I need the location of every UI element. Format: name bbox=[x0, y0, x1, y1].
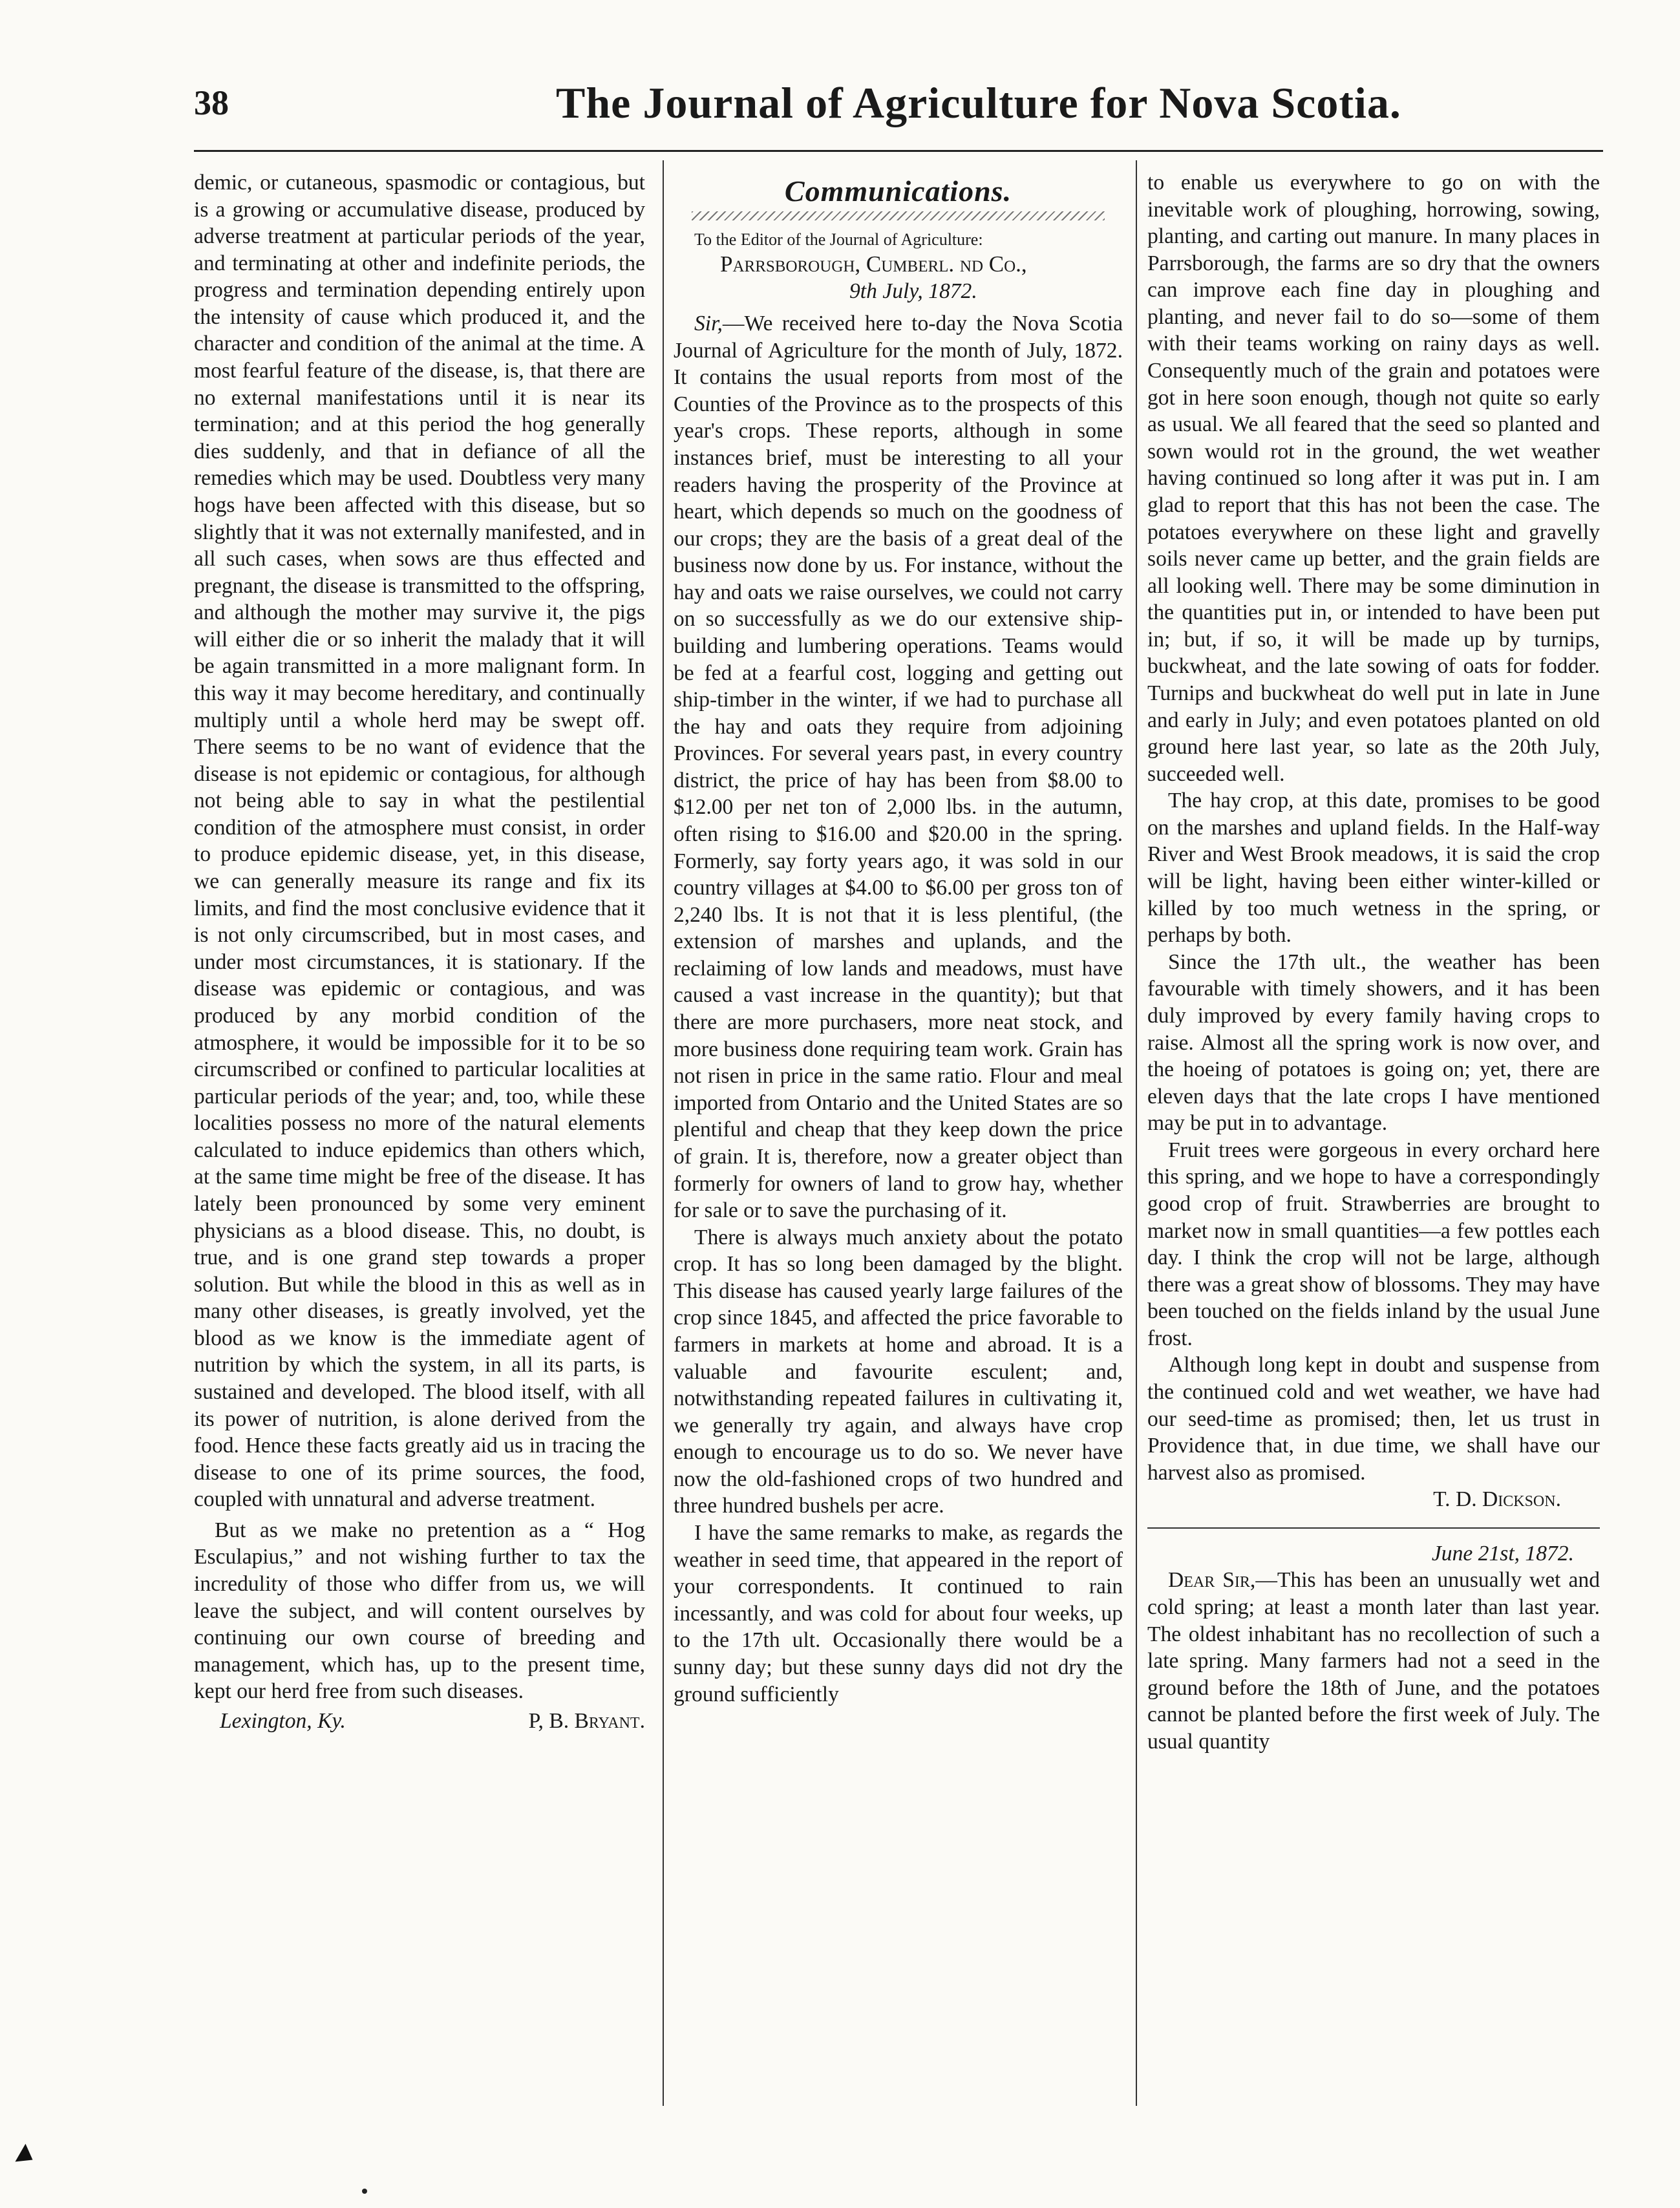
column-divider-right bbox=[1136, 160, 1137, 2106]
letter-divider bbox=[1147, 1527, 1600, 1529]
col3-paragraph-2: The hay crop, at this date, promises to be good on the marshes and upland fields. In the Half-way River and West Brook meadows, it is said the crop will be light, having been either winter-killed or killed by too much wetness in the spring, or perhaps by both. bbox=[1147, 789, 1600, 948]
col1-paragraph-2: But as we make no pretention as a “ Hog Esculapius,” and not wishing further to tax the incredulity of those who differ from us, we will leave the subject, and will content ourselves by continuing our own course of breeding and management, which has, up to the present time, kept our herd free from such diseases. bbox=[194, 1518, 645, 1704]
column-3 bbox=[1147, 169, 1600, 1756]
column-divider-left bbox=[663, 160, 664, 2106]
salutation-2: Dear Sir, bbox=[1168, 1568, 1256, 1593]
scan-mark-dot bbox=[362, 2189, 367, 2194]
section-title: Communications. bbox=[784, 175, 1012, 207]
col3-paragraph-4: Fruit trees were gorgeous in every orchard here this spring, and we hope to have a correspondingly good crop of fruit. Strawberries are brought to market now in small quantities—a few pottles each day. I think the crop will not be large, although there was a great show of blossoms. They may have been touched on the fields inland by the usual June frost. bbox=[1147, 1138, 1600, 1350]
col3-paragraph-6 bbox=[1147, 1567, 1600, 1755]
header-rule bbox=[194, 150, 1603, 152]
col3-signature: T. D. Dickson. bbox=[1433, 1487, 1561, 1512]
running-title: The Journal of Agriculture for Nova Scotia. bbox=[556, 78, 1401, 127]
col1-paragraph-1: demic, or cutaneous, spasmodic or contagious, but is a growing or accumulative disease, produced by adverse treatment at particular periods of the year, and terminating at other and indefinite periods, the progress and termination depending entirely upon the intensity of cause which produced it, and the character and condition of the animal at the time. A most fearful feature of the disease, is, that there are no external manifestations until it is near its termination; and at this period the hog generally dies suddenly, and that in defiance of all the remedies which may be used. Doubtless very many hogs have been affected with this disease, but so slightly that it was not externally manifested, and in all such cases, when sows are thus effected and pregnant, the disease is transmitted to the offspring, and although the mother may survive it, the pigs will either die or so inherit the malady that it will be again transmitted in a more malignant form. In this way it may become hereditary, and continually multiply until a whole herd may be swept off. There seems to be no want of evidence that the disease is not epidemic or contagious, for although not being able to say in what the pestilential condition of the atmosphere must consist, in order to produce epidemic disease, yet, in this disease, we can generally measure its range and fix its limits, and find the most conclusive evidence that it is not only circumscribed, but in most cases, and under most circumstances, it is stationary. If the disease was epidemic or contagious, and was produced by any morbid condition of the atmosphere, it would be impossible for it to be so circumscribed or confined to particular localities at particular periods of the year; and, too, while these localities possess no more of the natural elements calculated to induce epidemics than others which, at the same time might be free of the disease. It has lately been pronounced by some very eminent physicians as a blood disease. This, no doubt, is true, and is one grand step towards a proper solution. But while the blood in this as well as in many other diseases, is greatly involved, yet the blood as we know is the immediate agent of nutrition by which the system, in all its parts, is sustained and developed. The blood itself, with all its power of nutrition, is alone derived from the food. Hence these facts greatly aid us in tracing the disease to one of its prime sources, the food, coupled with unnatural and adverse treatment. bbox=[194, 171, 645, 1512]
col2-paragraph-1-text: —We received here to-day the Nova Scotia Journal of Agriculture for the month of July, 1872. It contains the usual reports from most of the Counties of the Province as to the prospects of this year's crops. These reports, although in some instances brief, must be interesting to all your readers having the prosperity of the Province at heart, which depends so much on the goodness of our crops; they are the basis of a great deal of the business now done by us. For instance, without the hay and oats we raise ourselves, we could not carry on so successfully as we do our extensive ship-building and lumbering operations. Teams would be fed at a fearful cost, logging and getting out ship-timber in the winter, if we had to purchase all the hay and oats they require from adjoining Provinces. For several years past, in every country district, the price of hay has been from $8.00 to $12.00 per net ton of 2,000 lbs. in the autumn, often rising to $16.00 and $20.00 in the spring. Formerly, say forty years ago, it was sold in our country villages at $4.00 to $6.00 per gross ton of 2,240 lbs. It is not that it is less plentiful, (the extension of marshes and uplands, and the reclaiming of low lands and meadows, must have caused a vast increase in the quantity); but that there are more purchasers, more neat stock, and more business done requiring team work. Grain has not risen in price in the same ratio. Flour and meal imported from Ontario and the United States are so plentiful and cheap that they keep down the price of grain. It is, therefore, now a greater object than formerly for owners of land to grow hay, whether for sale or to save the purchasing of it. bbox=[674, 312, 1123, 1223]
col3-date: June 21st, 1872. bbox=[1431, 1541, 1574, 1566]
column-1 bbox=[194, 169, 645, 1735]
col2-paragraph-2: There is always much anxiety about the potato crop. It has so long been damaged by the blight. This disease has caused yearly large failures of the crop since 1845, and affected the price favorable to farmers in markets at home and abroad. It is a valuable and favourite esculent; and, notwithstanding repeated failures in cultivating it, we generally try again, and always have crop enough to encourage us to do so. We never have now the old-fashioned crops of two hundred and three hundred bushels per acre. bbox=[674, 1225, 1123, 1518]
col1-sign-name: P, B. Bryant. bbox=[528, 1708, 645, 1733]
col2-paragraph-1 bbox=[674, 310, 1123, 1224]
page-number: 38 bbox=[194, 83, 229, 122]
salutation: Sir, bbox=[694, 312, 723, 336]
page-header bbox=[194, 71, 1603, 142]
ornamental-rule bbox=[692, 211, 1105, 220]
col3-paragraph-3: Since the 17th ult., the weather has been favourable with timely showers, and it has been duly improved by every family having crops to raise. Almost all the spring work is now over, and the hoeing of potatoes is going on; yet, there are eleven days that the late crops I have mentioned may be put in to advantage. bbox=[1147, 950, 1600, 1136]
col3-paragraph-5: Although long kept in doubt and suspense from the continued cold and wet weather, we have had our seed-time as promised; then, let us trust in Providence that, in due time, we shall have our harvest also as promised. bbox=[1147, 1353, 1600, 1485]
col1-sign-place: Lexington, Ky. bbox=[220, 1708, 346, 1733]
col2-paragraph-3: I have the same remarks to make, as regards the weather in seed time, that appeared in the report of your correspondents. It continued to rain incessantly, and was cold for about four weeks, up to the 17th ult. Occasionally there would be a sunny day; but these sunny days did not dry the ground sufficiently bbox=[674, 1521, 1123, 1706]
col3-paragraph-6-text: —This has been an unusually wet and cold spring; at least a month later than last year. The oldest inhabitant has no recollection of such a late spring. Many farmers had not a seed in the ground before the 18th of June, and the potatoes cannot be planted before the first week of July. The usual quantity bbox=[1147, 1568, 1600, 1754]
column-2 bbox=[674, 169, 1123, 1708]
col1-signature bbox=[194, 1708, 645, 1735]
scan-mark-arrow bbox=[15, 2144, 37, 2169]
col3-paragraph-1: to enable us everywhere to go on with the inevitable work of ploughing, horrowing, sowing, planting, and carting out manure. In many places in Parrsborough, the farms are so dry that the owners can improve each fine day in ploughing and planting, and never fail to do so—some of them with their teams working on rainy days as well. Consequently much of the grain and potatoes were got in here soon enough, though not quite so early as usual. We all feared that the seed so planted and sown would rot in the ground, the wet weather having continued so long after it was put in. I am glad to report that this has not been the case. The potatoes everywhere on these light and gravelly soils never came up better, and the grain fields are all looking well. There may be some diminution in the quantities put in, or intended to have been put in; but, if so, it will be made up by turnips, buckwheat, and the late sowing of oats for fodder. Turnips and buckwheat do well put in late in June and early in July; and even potatoes planted on old ground here last year, so late as the 20th July, succeeded well. bbox=[1147, 171, 1600, 786]
addressee: To the Editor of the Journal of Agriculture: bbox=[694, 229, 983, 249]
dateline-place: Parrsborough, Cumberl. nd Co., bbox=[720, 251, 1027, 277]
dateline-date: 9th July, 1872. bbox=[849, 279, 977, 304]
